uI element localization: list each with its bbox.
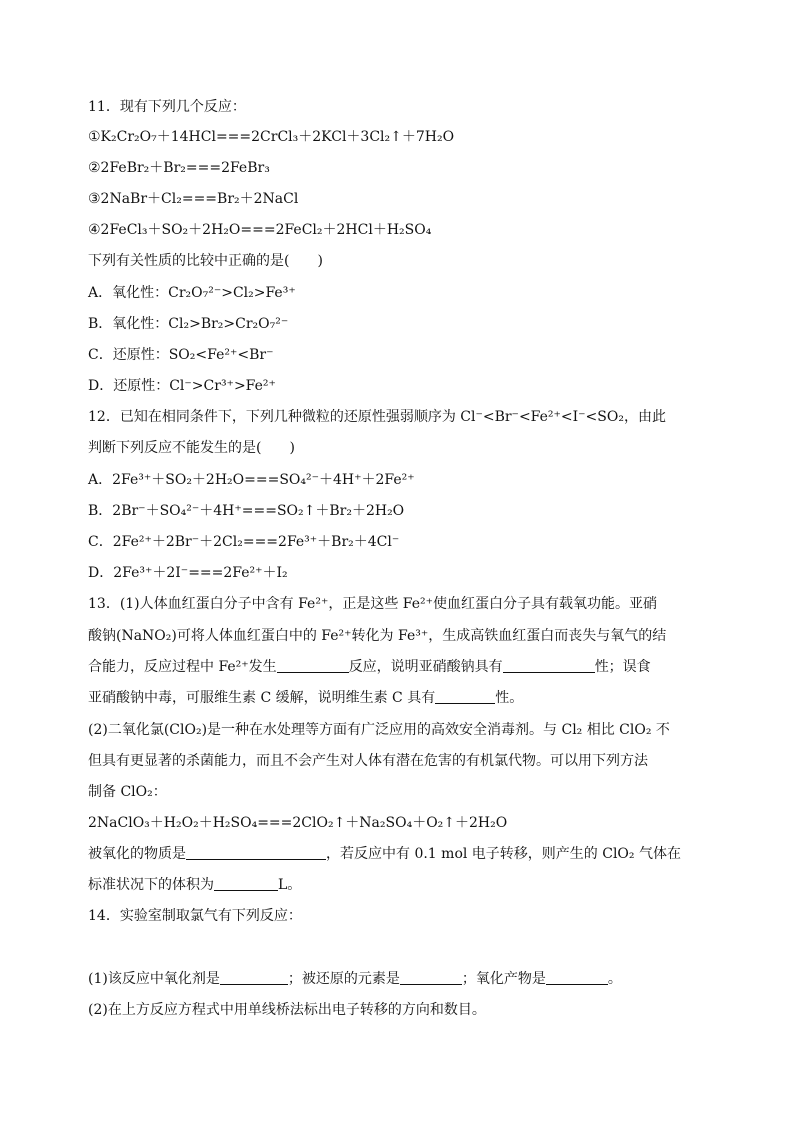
q11-option-a: A．氧化性：Cr₂O₇²⁻>Cl₂>Fe³⁺ (88, 285, 296, 301)
q13-line-3-text-a: 合能力，反应过程中 Fe²⁺发生 (88, 659, 277, 675)
q11-option-d: D．还原性：Cl⁻>Cr³⁺>Fe²⁺ (88, 378, 276, 394)
q13-line-7: 制备 ClO₂： (88, 784, 167, 800)
q13-blank-reaction-type[interactable] (277, 658, 349, 673)
q13-line-10-text-b: L。 (278, 877, 302, 893)
q11-reaction-2: ②2FeBr₂＋Br₂===2FeBr₃ (88, 160, 270, 176)
q13-line-4-text-b: 性。 (495, 690, 524, 706)
q14-stem: 14．实验室制取氯气有下列反应： (88, 908, 302, 924)
q13-line-10 (88, 875, 728, 895)
q13-line-9-text-b: ，若反应中有 0.1 mol 电子转移，则产生的 ClO₂ 气体在 (326, 846, 681, 862)
q12-option-c: C．2Fe²⁺＋2Br⁻＋2Cl₂===2Fe³⁺＋Br₂＋4Cl⁻ (88, 534, 400, 550)
q11-option-c: C．还原性：SO₂<Fe²⁺<Br⁻ (88, 347, 274, 363)
q12-option-a: A．2Fe³⁺＋SO₂＋2H₂O===SO₄²⁻＋4H⁺＋2Fe²⁺ (88, 472, 415, 488)
q14-line-1-text-d: 。 (607, 971, 622, 987)
q12-option-d: D．2Fe³⁺＋2I⁻===2Fe²⁺＋I₂ (88, 565, 288, 581)
q14-line-2: (2)在上方反应方程式中用单线桥法标出电子转移的方向和数目。 (88, 1002, 486, 1018)
q13-blank-oxidized-substance[interactable] (186, 845, 326, 860)
q13-line-10-text-a: 标准状况下的体积为 (88, 877, 214, 893)
q13-line-3-text-b: 反应，说明亚硝酸钠具有 (348, 659, 503, 675)
q14-line-1-text-b: ；被还原的元素是 (287, 971, 400, 987)
q13-line-2: 酸钠(NaNO₂)可将人体血红蛋白中的 Fe²⁺转化为 Fe³⁺，生成高铁血红蛋白而丧失与氧气的结 (88, 628, 667, 644)
q12-option-b: B．2Br⁻＋SO₄²⁻＋4H⁺===SO₂↑＋Br₂＋2H₂O (88, 503, 405, 519)
q11-reaction-3: ③2NaBr＋Cl₂===Br₂＋2NaCl (88, 191, 299, 207)
q13-line-5: (2)二氧化氯(ClO₂)是一种在水处理等方面有广泛应用的高效安全消毒剂。与 Cl₂ 相比 ClO₂ 不 (88, 722, 670, 738)
q13-line-4-text-a: 亚硝酸钠中毒，可服维生素 C 缓解，说明维生素 C 具有 (88, 690, 436, 706)
q14-blank-oxidizing-agent[interactable] (220, 970, 288, 985)
q13-blank-volume[interactable] (214, 876, 278, 891)
q12-stem-line-2: 判断下列反应不能发生的是( ) (88, 440, 295, 456)
q13-blank-nitrite-property[interactable] (503, 658, 595, 673)
q13-line-3 (88, 657, 728, 677)
q13-line-9-text-a: 被氧化的物质是 (88, 846, 186, 862)
q13-line-4 (88, 688, 728, 708)
q13-line-9 (88, 844, 728, 864)
q14-line-1 (88, 969, 728, 989)
q13-line-6: 但具有更显著的杀菌能力，而且不会产生对人体有潜在危害的有机氯代物。可以用下列方法 (88, 753, 648, 769)
q11-option-b: B．氧化性：Cl₂>Br₂>Cr₂O₇²⁻ (88, 316, 289, 332)
q14-line-1-text-a: (1)该反应中氧化剂是 (88, 971, 220, 987)
q14-blank-oxidation-product[interactable] (546, 970, 608, 985)
q14-line-1-text-c: ；氧化产物是 (461, 971, 546, 987)
q13-blank-vitamin-c-property[interactable] (435, 689, 495, 704)
q13-equation: 2NaClO₃＋H₂O₂＋H₂SO₄===2ClO₂↑＋Na₂SO₄＋O₂↑＋2H₂O (88, 815, 508, 831)
q12-stem-line-1: 12．已知在相同条件下，下列几种微粒的还原性强弱顺序为 Cl⁻<Br⁻<Fe²⁺<I⁻<SO₂，由此 (88, 409, 666, 425)
q13-line-1: 13．(1)人体血红蛋白分子中含有 Fe²⁺，正是这些 Fe²⁺使血红蛋白分子具有载氧功能。亚硝 (88, 596, 658, 612)
q14-blank-reduced-element[interactable] (400, 970, 462, 985)
q11-reaction-1: ①K₂Cr₂O₇＋14HCl===2CrCl₃＋2KCl＋3Cl₂↑＋7H₂O (88, 129, 455, 145)
q13-line-3-text-c: 性；误食 (594, 659, 651, 675)
q11-reaction-4: ④2FeCl₃＋SO₂＋2H₂O===2FeCl₂＋2HCl＋H₂SO₄ (88, 222, 432, 238)
q11-stem: 11．现有下列几个反应： (88, 99, 246, 115)
q11-question: 下列有关性质的比较中正确的是( ) (88, 253, 323, 269)
